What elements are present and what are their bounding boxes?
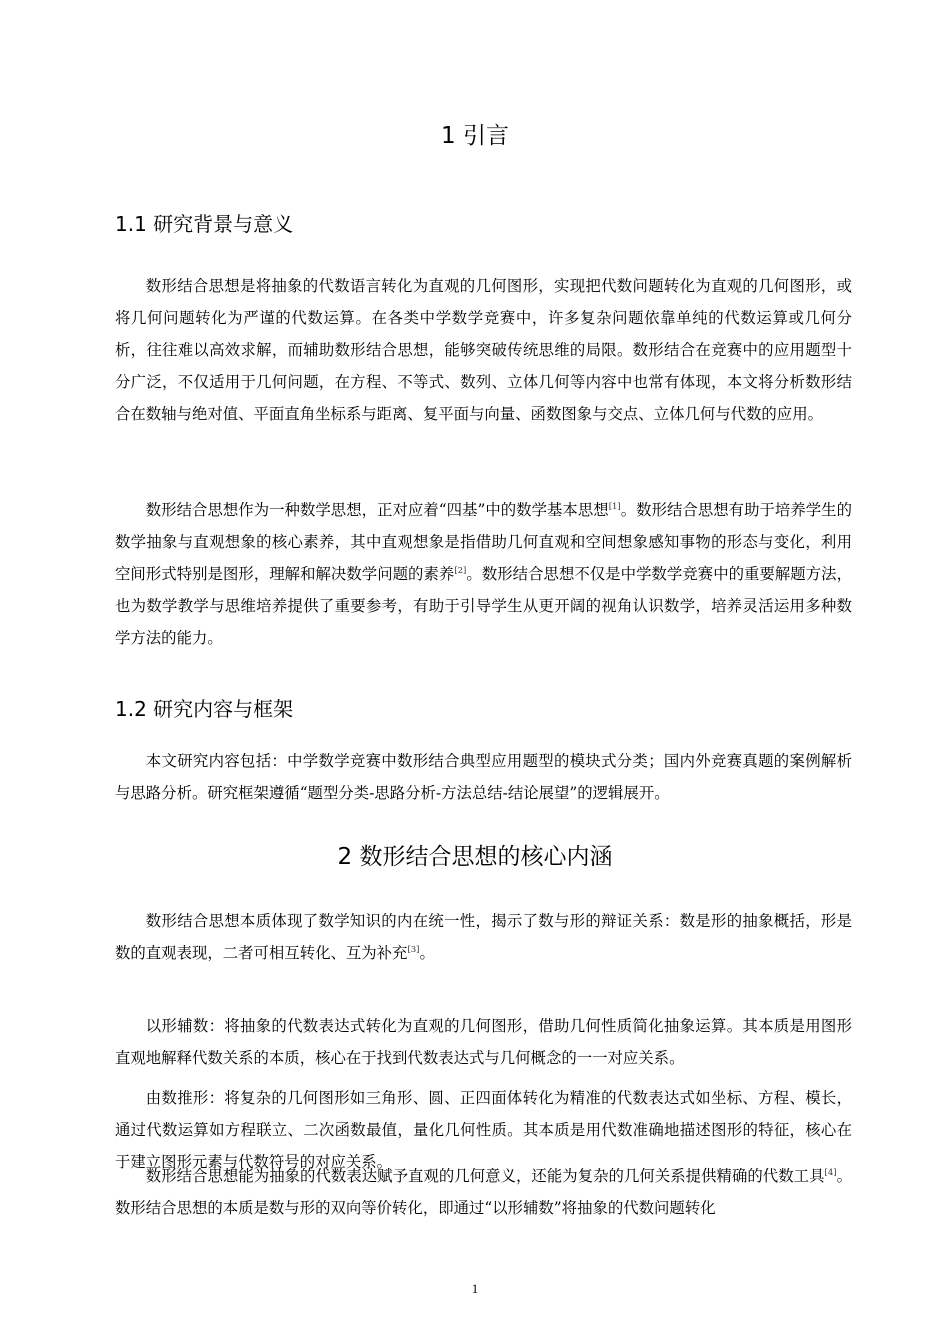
- paragraph-text: 数形结合思想能为抽象的代数表达赋予直观的几何意义，还能为复杂的几何关系提供精确的代数工具: [145, 1167, 825, 1185]
- paragraph-text: 。数形结合思想不仅是中学数学竞赛中的重要解题方法，也为数学教学与思维培养提供了重要参考，有助于引导学生从更开阔的视角认识数学，培养灵活运用多种数学方法的能力。: [115, 565, 852, 647]
- chapter-2-paragraph-2: 以形辅数：将抽象的代数表达式转化为直观的几何图形，借助几何性质简化抽象运算。其本质是用图形直观地解释代数关系的本质，核心在于找到代数表达式与几何概念的一一对应关系。: [115, 1017, 852, 1067]
- chapter-2-title: 2 数形结合思想的核心内涵: [337, 844, 613, 870]
- paragraph-text: 。数形结合思想的本质是数与形的双向等价转化，即通过“以形辅数”将抽象的代数问题转化: [115, 1167, 852, 1217]
- section-1-2-paragraph-1: 本文研究内容包括：中学数学竞赛中数形结合典型应用题型的模块式分类；国内外竞赛真题的案例解析与思路分析。研究框架遵循“题型分类-思路分析-方法总结-结论展望”的逻辑展开。: [115, 752, 852, 802]
- paragraph-text: 。数形结合思想有助于培养学生的数学抽象与直观想象的核心素养，其中直观想象是指借助几何直观和空间想象感知事物的形态与变化，利用空间形式特别是图形，理解和解决数学问题的素养: [115, 501, 852, 583]
- chapter-2-paragraph-3: 由数推形：将复杂的几何图形如三角形、圆、正四面体转化为精准的代数表达式如坐标、方程、模长，通过代数运算如方程联立、二次函数最值，量化几何性质。其本质是用代数准确地描述图形的特征，核心在于建立图形元素与代数符号的对应关系。: [115, 1089, 852, 1171]
- section-1-1-paragraph-2: [115, 494, 852, 654]
- citation-marker: [2]: [454, 565, 467, 576]
- chapter-2-paragraph-1: [115, 905, 852, 969]
- citation-marker: [3]: [407, 944, 420, 955]
- chapter-1-title: 1 引言: [441, 123, 509, 149]
- section-1-1-title: 1.1 研究背景与意义: [115, 212, 294, 236]
- page-number: 1: [471, 1281, 479, 1296]
- citation-marker: [4]: [824, 1167, 837, 1178]
- section-1-1-paragraph-1: 数形结合思想是将抽象的代数语言转化为直观的几何图形，实现把代数问题转化为直观的几何图形，或将几何问题转化为严谨的代数运算。在各类中学数学竞赛中，许多复杂问题依靠单纯的代数运算或几何分析，往往难以高效求解，而辅助数形结合思想，能够突破传统思维的局限。数形结合在竞赛中的应用题型十分广泛，不仅适用于几何问题，在方程、不等式、数列、立体几何等内容中也常有体现，本文将分析数形结合在数轴与绝对值、平面直角坐标系与距离、复平面与向量、函数图象与交点、立体几何与代数的应用。: [115, 277, 852, 423]
- chapter-2-paragraph-4: [115, 1160, 852, 1224]
- paragraph-text: 。: [419, 944, 435, 962]
- paragraph-text: 数形结合思想本质体现了数学知识的内在统一性，揭示了数与形的辩证关系：数是形的抽象概括，形是数的直观表现，二者可相互转化、互为补充: [115, 912, 852, 962]
- paragraph-text: 数形结合思想作为一种数学思想，正对应着“四基”中的数学基本思想: [145, 501, 609, 519]
- section-1-2-title: 1.2 研究内容与框架: [115, 697, 294, 721]
- citation-marker: [1]: [608, 501, 621, 512]
